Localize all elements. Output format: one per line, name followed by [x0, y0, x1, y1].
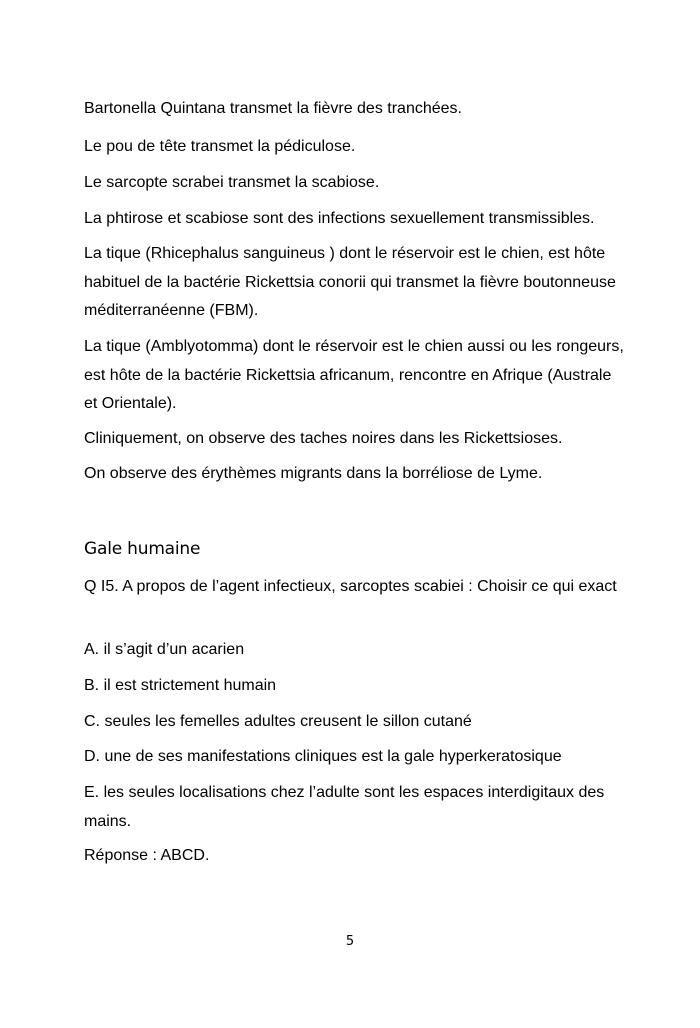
paragraph-sarcopte: Le sarcopte scrabei transmet la scabiose. [84, 174, 380, 191]
paragraph-tique-amblyotomma: La tique (Amblyotomma) dont le réservoir est le chien aussi ou les rongeurs, est hôte de la bactérie Rickettsia africanum, rencontre en Afrique (Australe et Orientale). [84, 338, 624, 412]
page-number: 5 [345, 934, 355, 949]
section-heading-gale: Gale humaine [84, 539, 201, 559]
paragraph-tique-rhicephalus: La tique (Rhicephalus sanguineus ) dont le réservoir est le chien, est hôte habituel de la bactérie Rickettsia conorii qui transmet la fièvre boutonneuse méditerranéenne (FBM). [84, 245, 616, 319]
option-d: D. une de ses manifestations cliniques est la gale hyperkeratosique [84, 748, 562, 765]
option-c: C. seules les femelles adultes creusent le sillon cutané [84, 713, 472, 730]
answer-text: Réponse : ABCD. [84, 847, 210, 864]
paragraph-pou-de-tete: Le pou de tête transmet la pédiculose. [84, 138, 356, 155]
option-a: A. il s’agit d’un acarien [84, 641, 245, 658]
paragraph-phtirose: La phtirose et scabiose sont des infections sexuellement transmissibles. [84, 210, 595, 227]
paragraph-bartonella: Bartonella Quintana transmet la fièvre des tranchées. [84, 100, 462, 117]
option-b: B. il est strictement humain [84, 677, 277, 694]
paragraph-borreliose: On observe des érythèmes migrants dans la borréliose de Lyme. [84, 465, 543, 482]
paragraph-rickettsioses: Cliniquement, on observe des taches noires dans les Rickettsioses. [84, 430, 563, 447]
question-text: Q I5. A propos de l’agent infectieux, sarcoptes scabiei : Choisir ce qui exact [84, 578, 617, 595]
option-e: E. les seules localisations chez l’adulte sont les espaces interdigitaux des mains. [84, 784, 605, 830]
